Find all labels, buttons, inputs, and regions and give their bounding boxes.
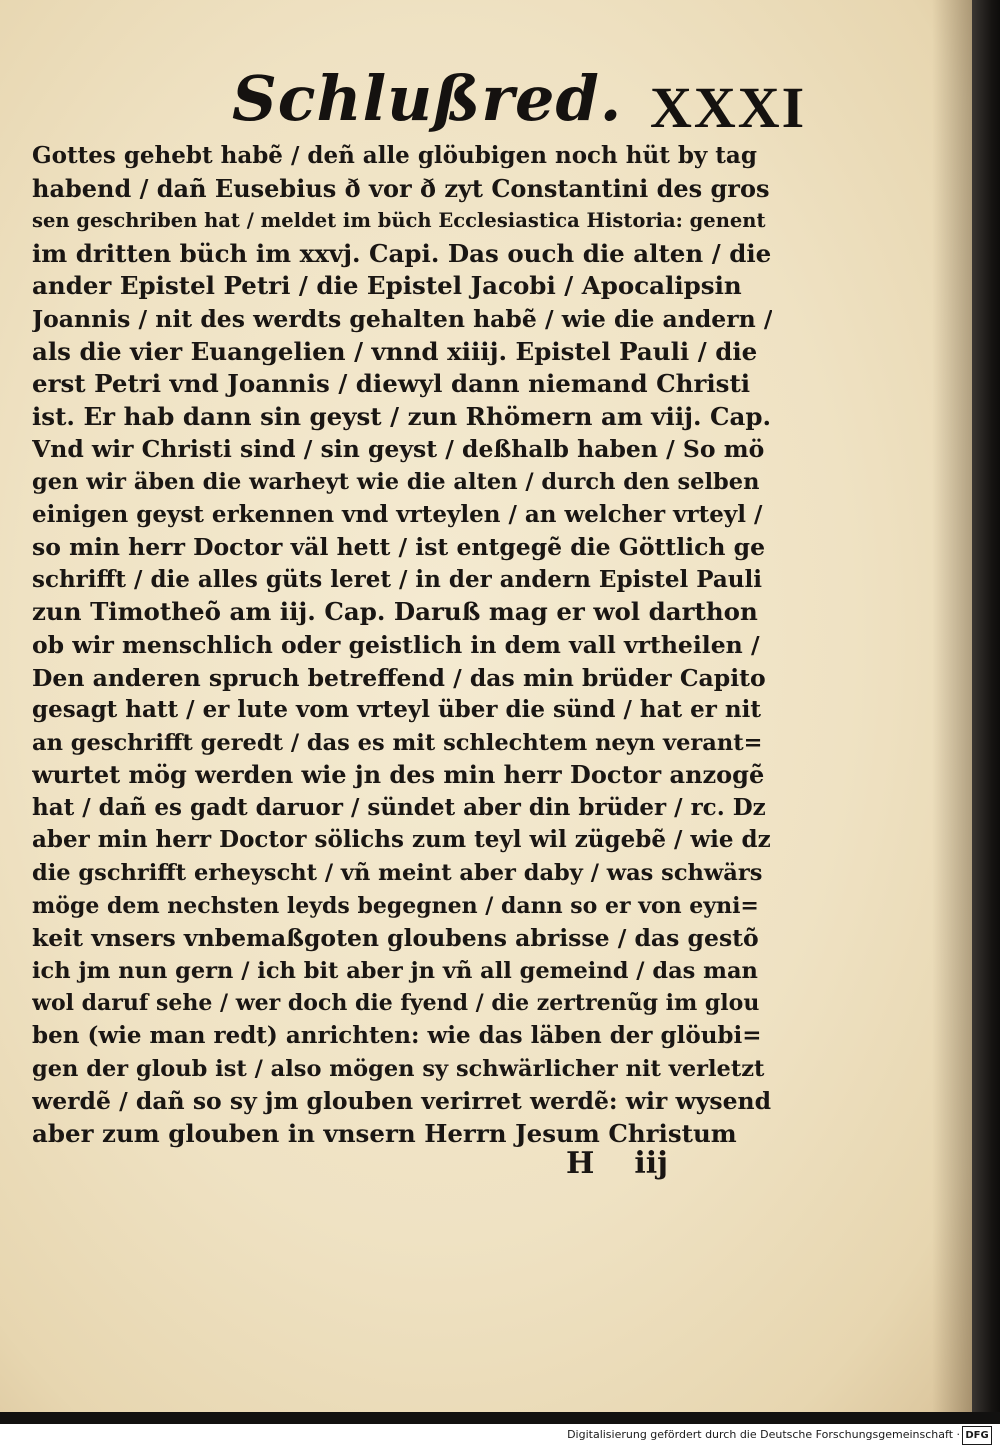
text-line: habend / dañ Eusebius ð vor ð zyt Constantini des gros	[32, 173, 770, 203]
signature-number: iij	[634, 1146, 669, 1181]
text-line: schrifft / die alles güts leret / in der andern Epistel Pauli	[32, 565, 762, 593]
text-line: ist. Er hab dann sin geyst / zun Rhömern am viij. Cap.	[32, 401, 772, 431]
text-line: Joannis / nit des werdts gehalten habẽ / wie die andern /	[32, 304, 772, 333]
text-line: Vnd wir Christi sind / sin geyst / deßhalb haben / So mö	[32, 435, 765, 464]
footer-bar	[0, 1424, 1000, 1448]
text-line: wol daruf sehe / wer doch die fyend / die zertrenũg im glou	[32, 990, 760, 1017]
scan-border-bottom	[0, 1412, 1000, 1424]
text-line: aber min herr Doctor sölichs zum teyl wil zügebẽ / wie dz	[32, 826, 771, 854]
text-line: gesagt hatt / er lute vom vrteyl über die sünd / hat er nit	[32, 696, 761, 724]
text-line: ander Epistel Petri / die Epistel Jacobi / Apocalipsin	[32, 271, 742, 301]
text-line: möge dem nechsten leyds begegnen / dann so er von eyni=	[32, 892, 759, 919]
text-line: zun Timotheõ am iij. Cap. Daruß mag er wol darthon	[32, 597, 758, 627]
text-line: gen wir äben die warheyt wie die alten / durch den selben	[32, 468, 760, 495]
signature-mark	[566, 1146, 668, 1181]
text-line: die gschrifft erheyscht / vñ meint aber daby / was schwärs	[32, 860, 763, 887]
text-line: an geschrifft geredt / das es mit schlechtem neyn verant=	[32, 729, 763, 756]
text-line: so min herr Doctor väl hett / ist entgegẽ die Göttlich ge	[32, 533, 766, 562]
funding-note: Digitalisierung gefördert durch die Deutsche Forschungsgemeinschaft ·	[567, 1428, 960, 1441]
dfg-logo: DFG	[962, 1426, 992, 1445]
text-line: Gottes gehebt habẽ / deñ alle glöubigen noch hüt by tag	[32, 142, 757, 169]
scan-border-right	[972, 0, 1000, 1422]
body-text-block	[32, 140, 772, 1150]
text-line: keit vnsers vnbemaßgoten gloubens abrisse / das gestõ	[32, 924, 759, 953]
text-line: ich jm nun gern / ich bit aber jn vñ all gemeind / das man	[32, 957, 758, 984]
text-line: hat / dañ es gadt daruor / sündet aber din brüder / rc. Dz	[32, 793, 766, 821]
text-line: sen geschriben hat / meldet im büch Ecclesiastica Historia: genent	[32, 209, 766, 233]
text-line: wurtet mög werden wie jn des min herr Doctor anzogẽ	[32, 760, 765, 790]
text-line: ob wir menschlich oder geistlich in dem vall vrtheilen /	[32, 630, 760, 659]
text-line: gen der gloub ist / also mögen sy schwärlicher nit verletzt	[32, 1055, 765, 1082]
text-line: einigen geyst erkennen vnd vrteylen / an welcher vrteyl /	[32, 500, 763, 528]
text-line: aber zum glouben in vnsern Herrn Jesum Christum	[32, 1118, 737, 1148]
text-line: im dritten büch im xxvj. Capi. Das ouch die alten / die	[32, 238, 772, 268]
text-line: ben (wie man redt) anrichten: wie das läben der glöubi=	[32, 1022, 762, 1050]
text-line: erst Petri vnd Joannis / diewyl dann niemand Christi	[32, 369, 751, 399]
folio-number: XXXI	[650, 75, 807, 140]
running-title: Schlußred.	[232, 62, 623, 135]
text-line: als die vier Euangelien / vnnd xiiij. Epistel Pauli / die	[32, 336, 758, 366]
text-line: Den anderen spruch betreffend / das min brüder Capito	[32, 663, 766, 692]
signature-letter: H	[566, 1146, 595, 1181]
text-line: werdẽ / dañ so sy jm glouben verirret werdẽ: wir wysend	[32, 1087, 772, 1116]
